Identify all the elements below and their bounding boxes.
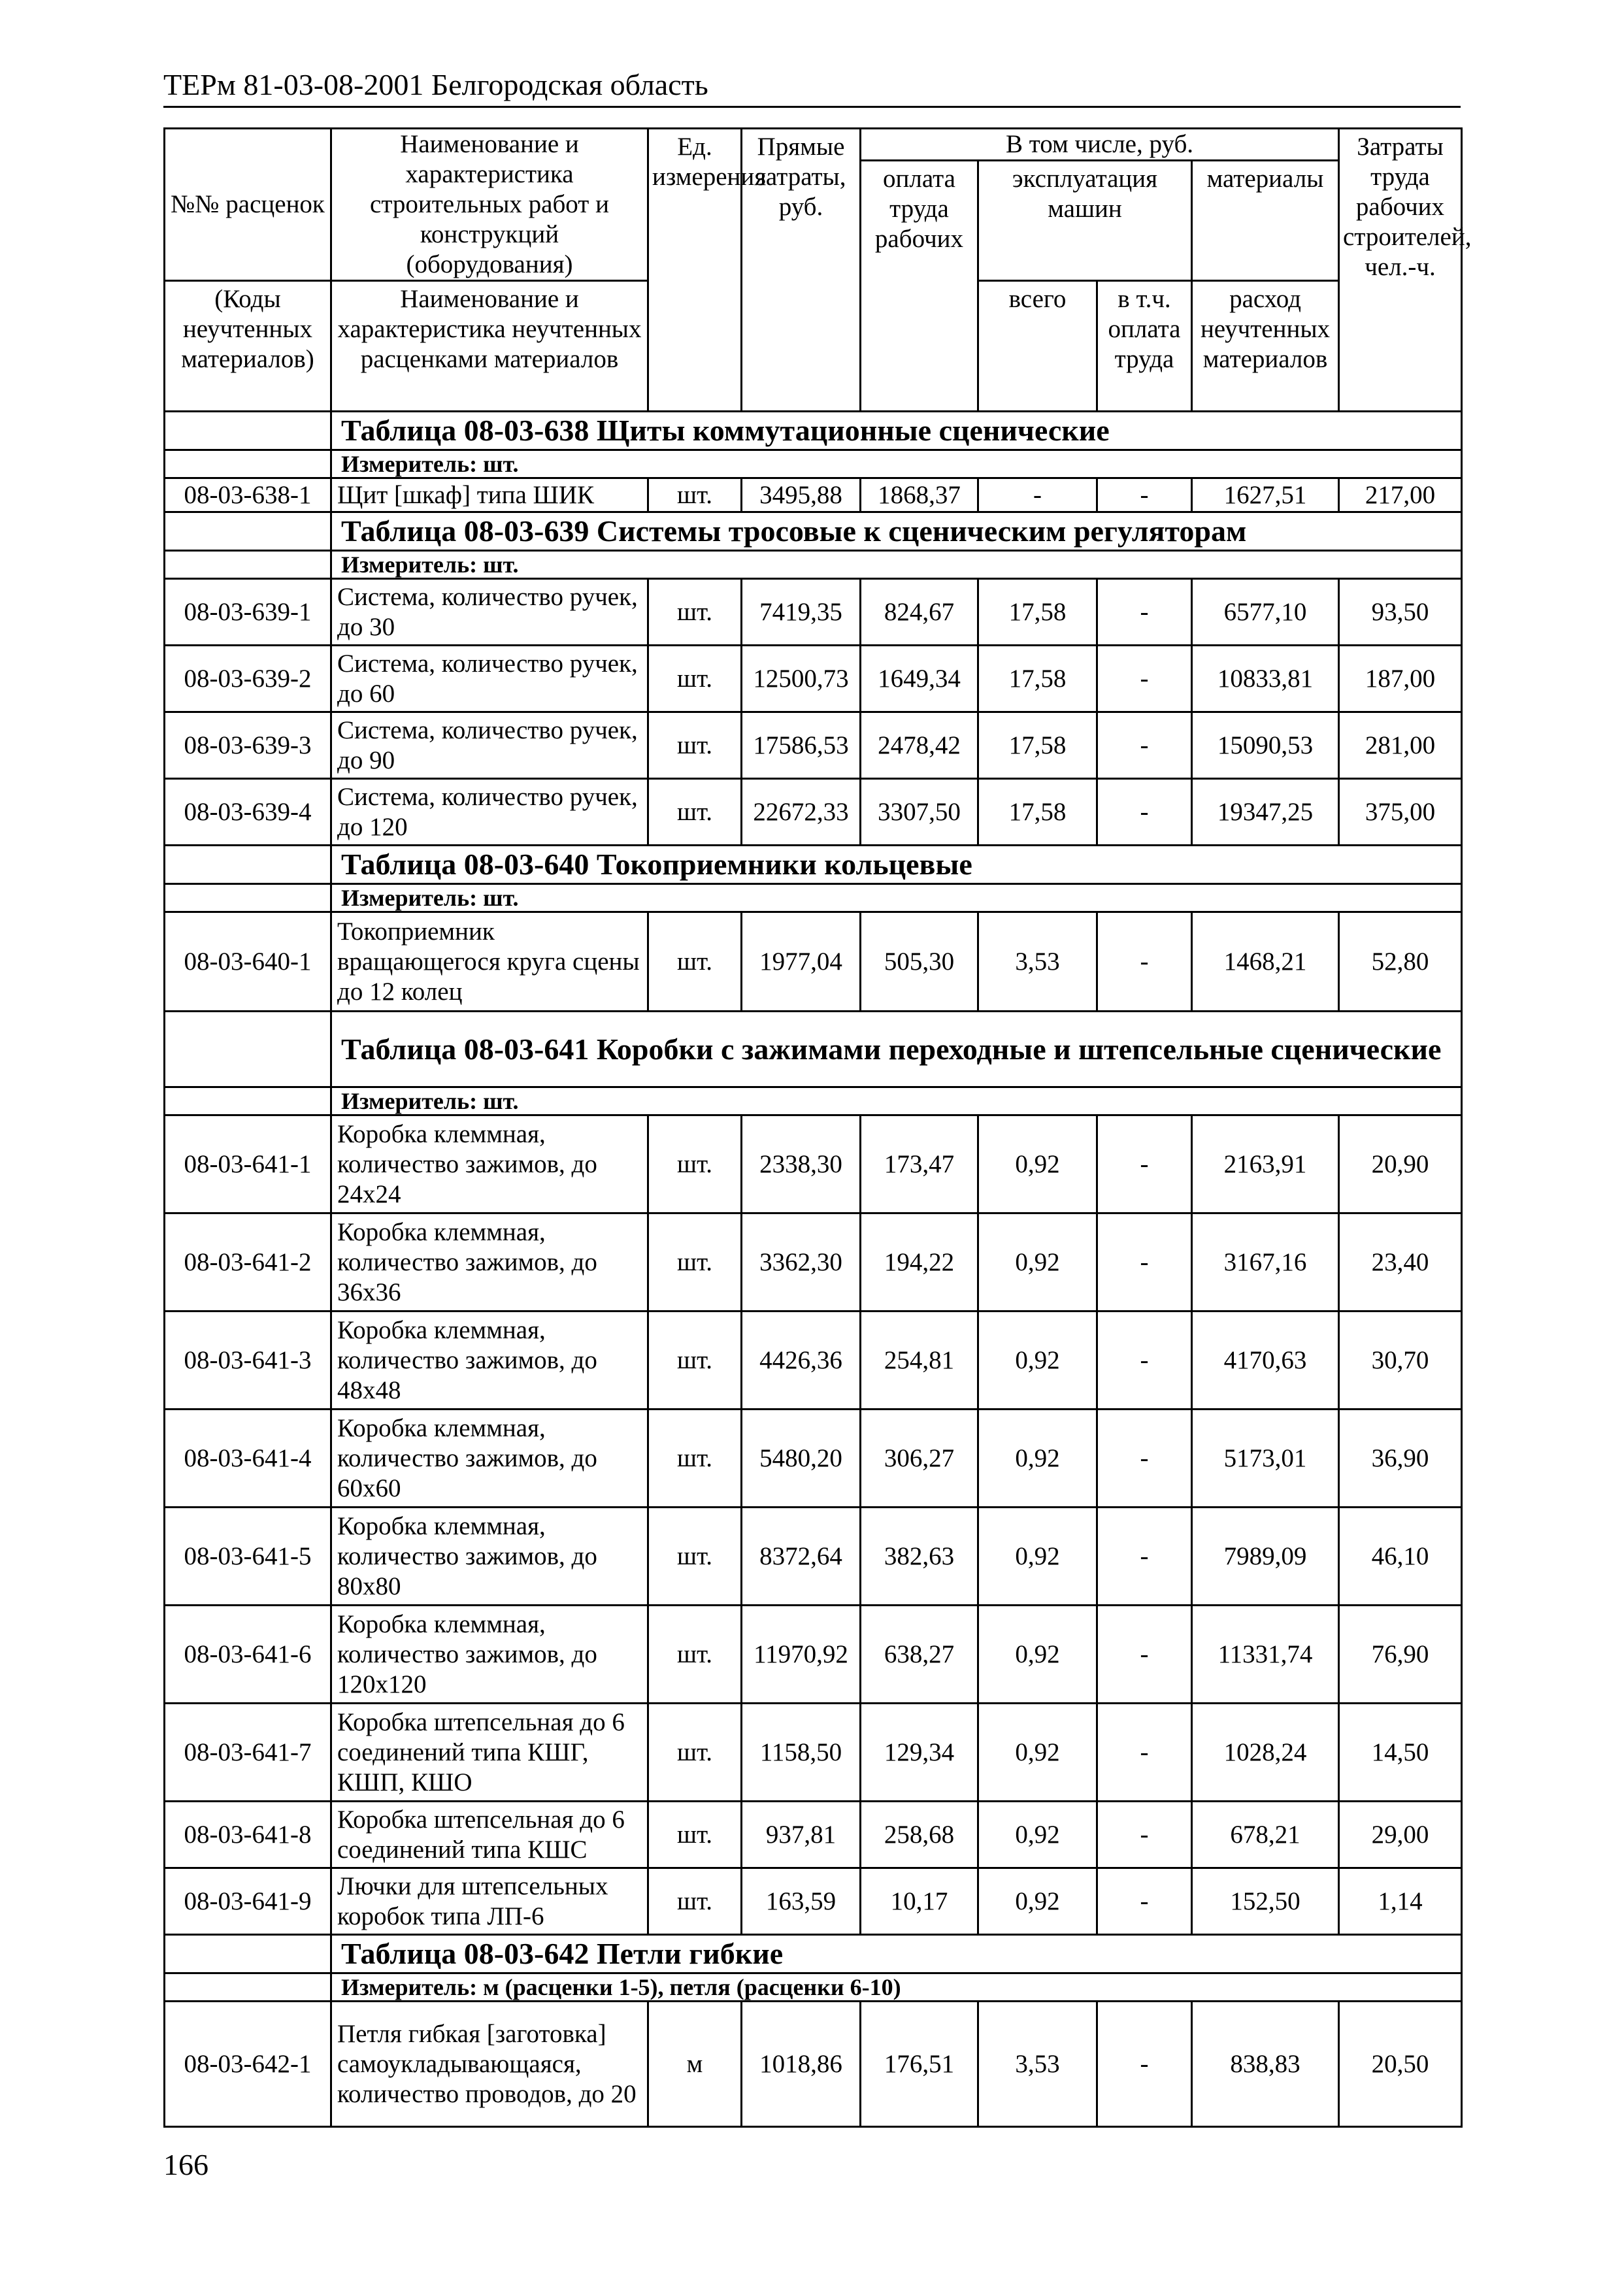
- direct-cost: 7419,35: [742, 579, 861, 646]
- col-header-materials: материалы: [1192, 161, 1339, 281]
- unit-cell: шт.: [648, 1606, 742, 1704]
- materials-cost: 7989,09: [1192, 1508, 1339, 1606]
- materials-cost: 19347,25: [1192, 779, 1339, 846]
- labor-hours: 29,00: [1339, 1802, 1462, 1868]
- rate-code: 08-03-641-9: [165, 1868, 331, 1935]
- unit-cell: шт.: [648, 1704, 742, 1802]
- rate-code: 08-03-639-2: [165, 646, 331, 712]
- empty-cell: [165, 512, 331, 551]
- machines-pay: -: [1097, 1704, 1192, 1802]
- unit-cell: шт.: [648, 712, 742, 779]
- table-row: [165, 912, 1462, 1012]
- unit-cell: шт.: [648, 1410, 742, 1508]
- empty-cell: [165, 1973, 331, 2002]
- labor-pay: 258,68: [861, 1802, 978, 1868]
- machines-total: 0,92: [978, 1115, 1097, 1213]
- measure-row: [165, 884, 1462, 912]
- empty-cell: [165, 450, 331, 478]
- table-title-row: [165, 1012, 1462, 1087]
- col-header-code: №№ расценок: [165, 129, 331, 281]
- rate-code: 08-03-641-7: [165, 1704, 331, 1802]
- work-name: Коробка клеммная, количество зажимов, до 80х80: [331, 1508, 648, 1606]
- work-name: Коробка клеммная, количество зажимов, до 120х120: [331, 1606, 648, 1704]
- labor-hours: 20,90: [1339, 1115, 1462, 1213]
- machines-total: 3,53: [978, 912, 1097, 1012]
- empty-cell: [165, 412, 331, 450]
- table-title: Таблица 08-03-638 Щиты коммутационные сценические: [331, 412, 1462, 450]
- materials-cost: 678,21: [1192, 1802, 1339, 1868]
- labor-pay: 254,81: [861, 1311, 978, 1410]
- work-name: Коробка штепсельная до 6 соединений типа КШГ, КШП, КШО: [331, 1704, 648, 1802]
- table-row: [165, 1868, 1462, 1935]
- measure-row: [165, 1973, 1462, 2002]
- materials-cost: 1028,24: [1192, 1704, 1339, 1802]
- unit-cell: шт.: [648, 1213, 742, 1311]
- table-row: [165, 478, 1462, 512]
- col-header-incl: В том числе, руб.: [861, 129, 1339, 161]
- machines-pay: -: [1097, 1213, 1192, 1311]
- labor-pay: 505,30: [861, 912, 978, 1012]
- measure-unit: Измеритель: м (расценки 1-5), петля (расценки 6-10): [331, 1973, 1462, 2002]
- measure-unit: Измеритель: шт.: [331, 551, 1462, 579]
- unit-cell: шт.: [648, 912, 742, 1012]
- labor-pay: 10,17: [861, 1868, 978, 1935]
- price-table: [163, 127, 1472, 2128]
- work-name: Система, количество ручек, до 30: [331, 579, 648, 646]
- machines-total: 17,58: [978, 579, 1097, 646]
- direct-cost: 1977,04: [742, 912, 861, 1012]
- empty-cell: [165, 551, 331, 579]
- machines-pay: -: [1097, 779, 1192, 846]
- work-name: Коробка штепсельная до 6 соединений типа КШС: [331, 1802, 648, 1868]
- table-row: [165, 1213, 1462, 1311]
- labor-hours: 187,00: [1339, 646, 1462, 712]
- unit-cell: шт.: [648, 779, 742, 846]
- machines-pay: -: [1097, 1410, 1192, 1508]
- table-title: Таблица 08-03-641 Коробки с зажимами переходные и штепсельные сценические: [331, 1012, 1462, 1087]
- work-name: Коробка клеммная, количество зажимов, до 60х60: [331, 1410, 648, 1508]
- direct-cost: 2338,30: [742, 1115, 861, 1213]
- machines-total: 0,92: [978, 1704, 1097, 1802]
- direct-cost: 8372,64: [742, 1508, 861, 1606]
- measure-unit: Измеритель: шт.: [331, 1087, 1462, 1115]
- materials-cost: 838,83: [1192, 2002, 1339, 2127]
- work-name: Коробка клеммная, количество зажимов, до 24х24: [331, 1115, 648, 1213]
- materials-cost: 1627,51: [1192, 478, 1339, 512]
- machines-pay: -: [1097, 646, 1192, 712]
- machines-pay: -: [1097, 912, 1192, 1012]
- empty-cell: [165, 1935, 331, 1973]
- measure-row: [165, 551, 1462, 579]
- labor-hours: 46,10: [1339, 1508, 1462, 1606]
- machines-pay: -: [1097, 1508, 1192, 1606]
- materials-cost: 5173,01: [1192, 1410, 1339, 1508]
- rate-code: 08-03-639-4: [165, 779, 331, 846]
- unit-cell: шт.: [648, 1508, 742, 1606]
- col-header-incl-pay: в т.ч. оплата труда: [1097, 281, 1192, 412]
- machines-total: 0,92: [978, 1213, 1097, 1311]
- machines-total: 0,92: [978, 1410, 1097, 1508]
- work-name: Лючки для штепсельных коробок типа ЛП-6: [331, 1868, 648, 1935]
- col-header-labor: Затраты труда рабочих строителей, чел.-ч.: [1339, 129, 1462, 412]
- rate-code: 08-03-642-1: [165, 2002, 331, 2127]
- labor-pay: 306,27: [861, 1410, 978, 1508]
- materials-cost: 4170,63: [1192, 1311, 1339, 1410]
- materials-cost: 6577,10: [1192, 579, 1339, 646]
- labor-pay: 1649,34: [861, 646, 978, 712]
- machines-pay: -: [1097, 1311, 1192, 1410]
- col-header-unacc-mat: расход неучтенных материалов: [1192, 281, 1339, 412]
- labor-pay: 176,51: [861, 2002, 978, 2127]
- labor-pay: 382,63: [861, 1508, 978, 1606]
- col-header-unit: Ед. измерения: [648, 129, 742, 412]
- labor-pay: 638,27: [861, 1606, 978, 1704]
- work-name: Щит [шкаф] типа ШИК: [331, 478, 648, 512]
- labor-hours: 52,80: [1339, 912, 1462, 1012]
- materials-cost: 3167,16: [1192, 1213, 1339, 1311]
- col-header-name: Наименование и характеристика строительных работ и конструкций (оборудования): [331, 129, 648, 281]
- unit-cell: шт.: [648, 1115, 742, 1213]
- work-name: Система, количество ручек, до 60: [331, 646, 648, 712]
- materials-cost: 11331,74: [1192, 1606, 1339, 1704]
- direct-cost: 937,81: [742, 1802, 861, 1868]
- labor-hours: 20,50: [1339, 2002, 1462, 2127]
- measure-row: [165, 450, 1462, 478]
- unit-cell: шт.: [648, 646, 742, 712]
- page-number: 166: [163, 2148, 208, 2181]
- table-row: [165, 579, 1462, 646]
- table-title: Таблица 08-03-642 Петли гибкие: [331, 1935, 1462, 1973]
- machines-total: -: [978, 478, 1097, 512]
- labor-hours: 23,40: [1339, 1213, 1462, 1311]
- table-row: [165, 2002, 1462, 2127]
- table-row: [165, 1410, 1462, 1508]
- direct-cost: 11970,92: [742, 1606, 861, 1704]
- machines-total: 17,58: [978, 779, 1097, 846]
- rate-code: 08-03-641-3: [165, 1311, 331, 1410]
- materials-cost: 2163,91: [1192, 1115, 1339, 1213]
- measure-unit: Измеритель: шт.: [331, 884, 1462, 912]
- unit-cell: шт.: [648, 1868, 742, 1935]
- labor-hours: 36,90: [1339, 1410, 1462, 1508]
- table-title-row: [165, 846, 1462, 884]
- direct-cost: 3495,88: [742, 478, 861, 512]
- machines-total: 3,53: [978, 2002, 1097, 2127]
- work-name: Петля гибкая [заготовка] самоукладывающаяся, количество проводов, до 20: [331, 2002, 648, 2127]
- labor-pay: 194,22: [861, 1213, 978, 1311]
- direct-cost: 12500,73: [742, 646, 861, 712]
- table-title-row: [165, 412, 1462, 450]
- labor-hours: 76,90: [1339, 1606, 1462, 1704]
- machines-total: 0,92: [978, 1802, 1097, 1868]
- work-name: Система, количество ручек, до 120: [331, 779, 648, 846]
- machines-pay: -: [1097, 1802, 1192, 1868]
- labor-hours: 14,50: [1339, 1704, 1462, 1802]
- rate-code: 08-03-641-1: [165, 1115, 331, 1213]
- empty-cell: [165, 1087, 331, 1115]
- page-header: ТЕРм 81-03-08-2001 Белгородская область: [163, 65, 1461, 108]
- table-row: [165, 1802, 1462, 1868]
- labor-pay: 129,34: [861, 1704, 978, 1802]
- direct-cost: 1018,86: [742, 2002, 861, 2127]
- labor-hours: 281,00: [1339, 712, 1462, 779]
- direct-cost: 3362,30: [742, 1213, 861, 1311]
- table-title-row: [165, 512, 1462, 551]
- empty-cell: [165, 884, 331, 912]
- unit-cell: шт.: [648, 1802, 742, 1868]
- machines-total: 0,92: [978, 1606, 1097, 1704]
- machines-pay: -: [1097, 1115, 1192, 1213]
- measure-row: [165, 1087, 1462, 1115]
- work-name: Коробка клеммная, количество зажимов, до 48х48: [331, 1311, 648, 1410]
- unit-cell: м: [648, 2002, 742, 2127]
- machines-pay: -: [1097, 2002, 1192, 2127]
- col-header-labor-pay: оплата труда рабочих: [861, 161, 978, 412]
- rate-code: 08-03-641-5: [165, 1508, 331, 1606]
- labor-pay: 173,47: [861, 1115, 978, 1213]
- materials-cost: 1468,21: [1192, 912, 1339, 1012]
- direct-cost: 22672,33: [742, 779, 861, 846]
- rate-code: 08-03-641-4: [165, 1410, 331, 1508]
- machines-total: 17,58: [978, 712, 1097, 779]
- rate-code: 08-03-640-1: [165, 912, 331, 1012]
- direct-cost: 5480,20: [742, 1410, 861, 1508]
- machines-pay: -: [1097, 1868, 1192, 1935]
- rate-code: 08-03-639-1: [165, 579, 331, 646]
- table-row: [165, 646, 1462, 712]
- measure-unit: Измеритель: шт.: [331, 450, 1462, 478]
- machines-pay: -: [1097, 579, 1192, 646]
- table-title-row: [165, 1935, 1462, 1973]
- direct-cost: 1158,50: [742, 1704, 861, 1802]
- col-header-direct: Прямые затраты, руб.: [742, 129, 861, 412]
- rate-code: 08-03-641-6: [165, 1606, 331, 1704]
- rate-code: 08-03-639-3: [165, 712, 331, 779]
- work-name: Коробка клеммная, количество зажимов, до 36х36: [331, 1213, 648, 1311]
- col-header-total: всего: [978, 281, 1097, 412]
- labor-pay: 824,67: [861, 579, 978, 646]
- table-row: [165, 1606, 1462, 1704]
- materials-cost: 15090,53: [1192, 712, 1339, 779]
- table-row: [165, 1508, 1462, 1606]
- empty-cell: [165, 1012, 331, 1087]
- labor-pay: 2478,42: [861, 712, 978, 779]
- col-header-name-sub: Наименование и характеристика неучтенных расценками материалов: [331, 281, 648, 412]
- work-name: Токоприемник вращающегося круга сцены до 12 колец: [331, 912, 648, 1012]
- rate-code: 08-03-641-8: [165, 1802, 331, 1868]
- labor-hours: 1,14: [1339, 1868, 1462, 1935]
- labor-hours: 93,50: [1339, 579, 1462, 646]
- machines-total: 0,92: [978, 1311, 1097, 1410]
- table-row: [165, 1311, 1462, 1410]
- direct-cost: 17586,53: [742, 712, 861, 779]
- machines-pay: -: [1097, 712, 1192, 779]
- labor-pay: 1868,37: [861, 478, 978, 512]
- rate-code: 08-03-641-2: [165, 1213, 331, 1311]
- unit-cell: шт.: [648, 579, 742, 646]
- empty-cell: [165, 846, 331, 884]
- table-row: [165, 712, 1462, 779]
- materials-cost: 10833,81: [1192, 646, 1339, 712]
- labor-hours: 217,00: [1339, 478, 1462, 512]
- machines-pay: -: [1097, 1606, 1192, 1704]
- machines-total: 0,92: [978, 1868, 1097, 1935]
- col-header-code-sub: (Коды неучтенных материалов): [165, 281, 331, 412]
- machines-total: 17,58: [978, 646, 1097, 712]
- table-row: [165, 779, 1462, 846]
- col-header-machines: эксплуатация машин: [978, 161, 1192, 281]
- labor-hours: 375,00: [1339, 779, 1462, 846]
- table-row: [165, 1115, 1462, 1213]
- machines-total: 0,92: [978, 1508, 1097, 1606]
- work-name: Система, количество ручек, до 90: [331, 712, 648, 779]
- direct-cost: 4426,36: [742, 1311, 861, 1410]
- unit-cell: шт.: [648, 478, 742, 512]
- table-title: Таблица 08-03-639 Системы тросовые к сценическим регуляторам: [331, 512, 1462, 551]
- table-row: [165, 1704, 1462, 1802]
- rate-code: 08-03-638-1: [165, 478, 331, 512]
- unit-cell: шт.: [648, 1311, 742, 1410]
- machines-pay: -: [1097, 478, 1192, 512]
- labor-hours: 30,70: [1339, 1311, 1462, 1410]
- materials-cost: 152,50: [1192, 1868, 1339, 1935]
- labor-pay: 3307,50: [861, 779, 978, 846]
- direct-cost: 163,59: [742, 1868, 861, 1935]
- table-title: Таблица 08-03-640 Токоприемники кольцевые: [331, 846, 1462, 884]
